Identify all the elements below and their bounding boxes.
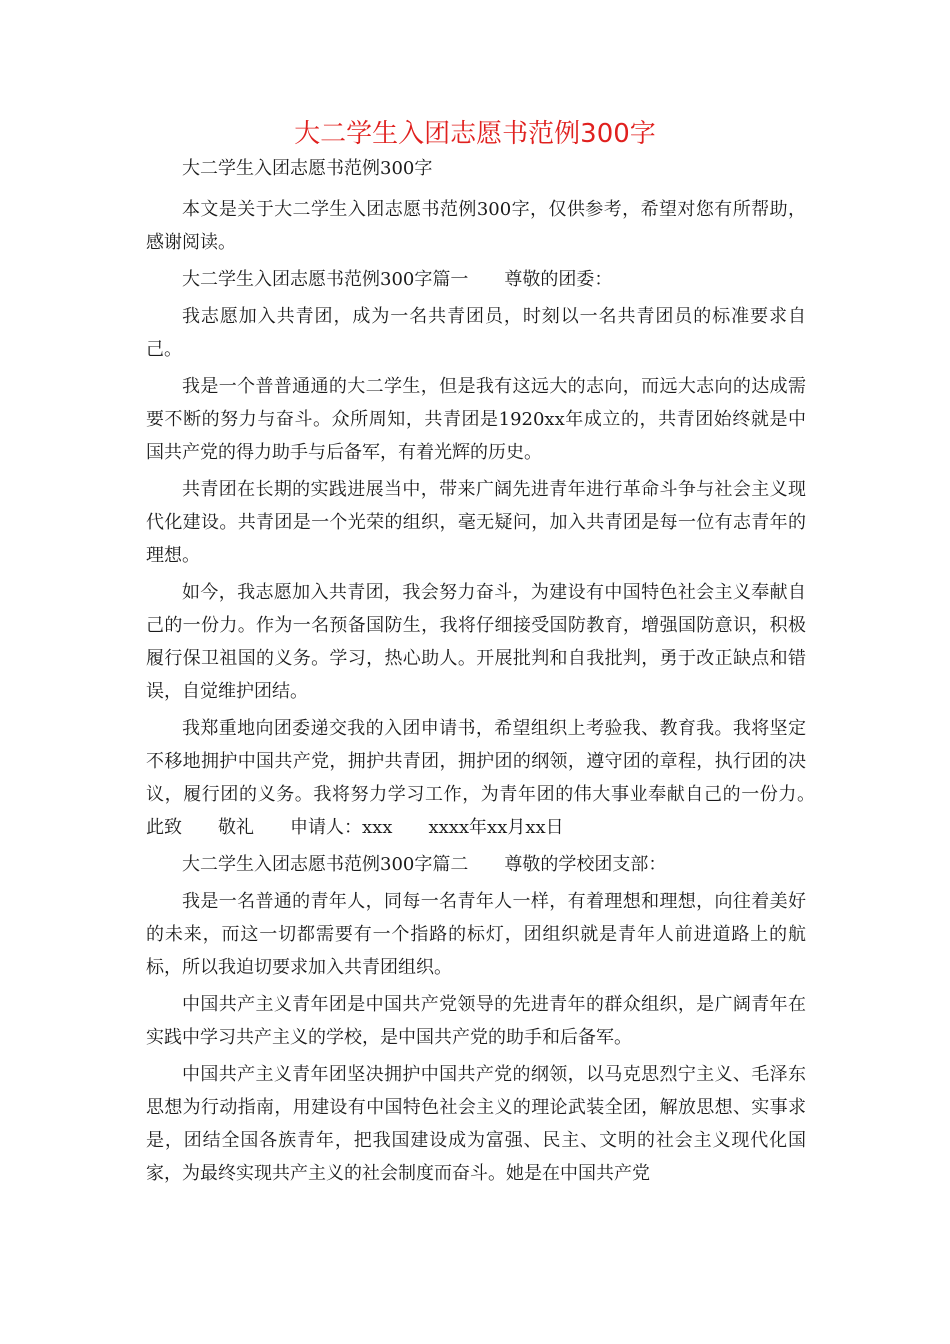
section-heading-two: 大二学生入团志愿书范例300字篇二 尊敬的学校团支部：	[182, 854, 667, 875]
section-heading-one: 大二学生入团志愿书范例300字篇一 尊敬的团委：	[182, 269, 613, 290]
document-body	[146, 152, 842, 1190]
body-paragraph: 中国共产主义青年团坚决拥护中国共产党的纲领，以马克思烈宁主义、毛泽东思想为行动指南，用建设有中国特色社会主义的理论武装全团，解放思想、实事求是，团结全国各族青年，把我国建设成为富强、民主、文明的社会主义现代化国家，为最终实现共产主义的社会制度而奋斗。她是在中国共产党	[146, 1064, 806, 1184]
body-paragraph: 我是一个普普通通的大二学生，但是我有这远大的志向，而远大志向的达成需要不断的努力与奋斗。众所周知，共青团是1920xx年成立的，共青团始终就是中国共产党的得力助手与后备军，有着光辉的历史。	[146, 376, 806, 463]
subtitle-paragraph: 大二学生入团志愿书范例300字	[182, 158, 433, 179]
body-paragraph: 我志愿加入共青团，成为一名共青团员，时刻以一名共青团员的标准要求自己。	[146, 306, 806, 360]
body-paragraph: 我郑重地向团委递交我的入团申请书，希望组织上考验我、教育我。我将坚定不移地拥护中国共产党，拥护共青团，拥护团的纲领，遵守团的章程，执行团的决议，履行团的义务。我将努力学习工作，为青年团的伟大事业奉献自己的一份力。 此致 敬礼 申请人：xxx xxxx年xx月xx日	[146, 718, 842, 838]
body-paragraph: 共青团在长期的实践进展当中，带来广阔先进青年进行革命斗争与社会主义现代化建设。共青团是一个光荣的组织，毫无疑问，加入共青团是每一位有志青年的理想。	[146, 479, 806, 566]
body-paragraph: 如今，我志愿加入共青团，我会努力奋斗，为建设有中国特色社会主义奉献自己的一份力。作为一名预备国防生，我将仔细接受国防教育，增强国防意识，积极履行保卫祖国的义务。学习，热心助人。开展批判和自我批判，勇于改正缺点和错误，自觉维护团结。	[146, 582, 806, 702]
body-paragraph: 我是一名普通的青年人，同每一名青年人一样，有着理想和理想，向往着美好的未来，而这一切都需要有一个指路的标灯，团组织就是青年人前进道路上的航标，所以我迫切要求加入共青团组织。	[146, 891, 806, 978]
document-title: 大二学生入团志愿书范例300字	[294, 119, 656, 149]
intro-paragraph: 本文是关于大二学生入团志愿书范例300字，仅供参考，希望对您有所帮助，感谢阅读。	[146, 199, 806, 253]
body-paragraph: 中国共产主义青年团是中国共产党领导的先进青年的群众组织，是广阔青年在实践中学习共产主义的学校，是中国共产党的助手和后备军。	[146, 994, 806, 1048]
